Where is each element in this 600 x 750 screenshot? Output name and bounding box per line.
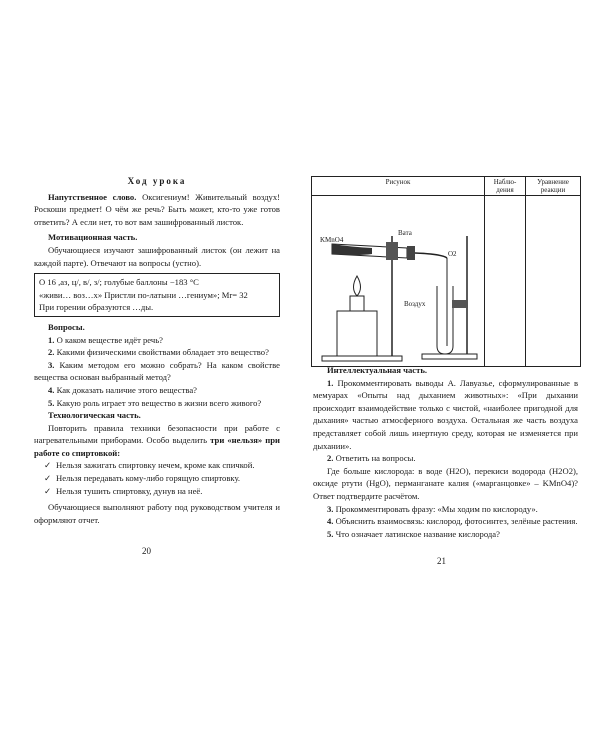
closing-text: Обучающиеся выполняют работу под руководством учителя и оформляют отчет. [34,502,280,525]
item-num: 2. [327,453,334,464]
item-text: Ответить на вопросы. [333,453,416,464]
item-num: 5. [327,528,334,539]
check-icon: ✓ [44,485,52,496]
item-num: 1. [327,377,334,388]
apparatus-figure [312,196,482,366]
question-text: Какую роль играет это вещество в жизни всего живого? [54,397,262,408]
collection-tube [437,286,453,354]
intro-text: Оксигениум! Живительный воздух! Роскоши предмет! О чём же речь? Быть может, кто-то уже готов ответить? А если нет, то вот вам зашифрованный листок. [34,191,280,227]
label-o2: O2 [448,250,457,258]
stand-base-right [422,354,477,359]
intel-heading: Интеллектуальная часть. [327,365,428,375]
item-text: Объяснить взаимосвязь: кислород, фотосинтез, зелёные растения. [333,516,578,527]
question-item [34,384,280,397]
item-2-text: Где больше кислорода: в воде (H2O), перекиси водорода (H2O2), оксиде ртути (HgO), перманганате калия («марганцовке» – KMnO4)? Ответ подтвердите расчётом. [313,465,578,501]
item-4 [313,515,578,528]
question-num: 1. [48,334,55,345]
rule-text: Нельзя зажигать спиртовку нечем, кроме как спичкой. [56,460,255,471]
check-icon: ✓ [44,473,52,484]
item-text: Прокомментировать фразу: «Мы ходим по кислороду». [333,503,538,514]
intro-label: Напутственное слово. [48,191,137,202]
table-header-observations: Наблю-дения [485,177,526,196]
item-5 [313,528,578,541]
questions-heading: Вопросы. [48,321,85,332]
page-number-right: 21 [437,556,446,566]
equation-cell [526,196,581,367]
question-text: О каком веществе идёт речь? [54,334,163,345]
question-num: 5. [48,397,55,408]
lesson-title: Ход урока [127,176,187,186]
list-item [44,459,280,472]
question-num: 3. [48,359,55,370]
item-text: Прокомментировать выводы А. Лавуазье, сформулированные в мемуарах «Опыты над дыханием животных»: «При дыхании происходит взаимодействие только с чистой, «наиболее пригодной для дыхания» частью атмосферного воздуха. Остальная же часть воздуха представляет собой лишь инертную среду, которая не изменяется при дыхании». [313,377,578,451]
observations-cell [485,196,526,367]
clamp [386,242,398,260]
list-item [44,485,280,498]
item-3 [313,503,578,516]
item-num: 3. [327,503,334,514]
stopper [407,246,415,260]
question-item [34,397,280,410]
item-1 [313,377,578,453]
question-text: Каким методом его можно собрать? На каком свойстве вещества основан выбранный метод? [34,359,280,383]
list-item [44,472,280,485]
table-header-equation: Уравнение реакции [526,177,581,196]
check-icon: ✓ [44,460,52,471]
safety-rules-list [34,459,280,497]
cipher-line-1: О 16 ,аз, ц/, в/, з/; голубые баллоны −183 °С [39,277,199,288]
item-text: Что означает латинское название кислорода? [333,528,500,539]
question-text: Как доказать наличие этого вещества? [54,384,197,395]
flame-icon [354,276,361,296]
label-vata: Вата [398,229,412,237]
spirit-lamp [337,311,377,356]
cipher-line-2: «живи… воз…х» Пристли по-латыни …гениум»; Mr= 32 [39,289,248,300]
table-header-figure: Рисунок [312,177,485,196]
cipher-line-3: При горении образуются …ды. [39,302,154,313]
figure-cell [312,196,485,367]
rule-text: Нельзя тушить спиртовку, дунув на неё. [56,485,203,496]
left-column [34,175,280,526]
label-kmno4: KMnO4 [320,236,344,244]
page-number-left: 20 [142,546,151,556]
cipher-box [34,273,280,317]
stand-base [322,356,402,361]
gas-tube [415,253,447,258]
item-num: 4. [327,516,334,527]
question-text: Какими физическими свойствами обладает это вещество? [54,347,269,358]
clamp-right [452,300,468,308]
intro-paragraph [34,191,280,229]
question-item [34,334,280,347]
question-item [34,359,280,384]
tech-emphasis: три «нельзя» при работе со спиртовкой: [34,435,280,458]
motivation-text: Обучающиеся изучают зашифрованный листок (он лежит на каждой парте). Отвечают на вопросы (устно). [34,244,280,268]
tech-heading: Технологическая часть. [48,410,141,421]
question-num: 2. [48,347,55,358]
label-air: Воздух [404,300,426,308]
motivation-heading: Мотивационная часть. [48,232,138,243]
rule-text: Нельзя передавать кому-либо горящую спиртовку. [56,473,241,484]
item-2 [313,452,578,465]
question-num: 4. [48,384,55,395]
right-column [313,364,578,540]
question-item [34,346,280,359]
tech-text: Повторить правила техники безопасности при работе с нагревательными приборами. Особо выделить [34,422,280,446]
lamp-neck [350,296,364,311]
observation-table [311,176,581,367]
tech-paragraph [34,422,280,460]
